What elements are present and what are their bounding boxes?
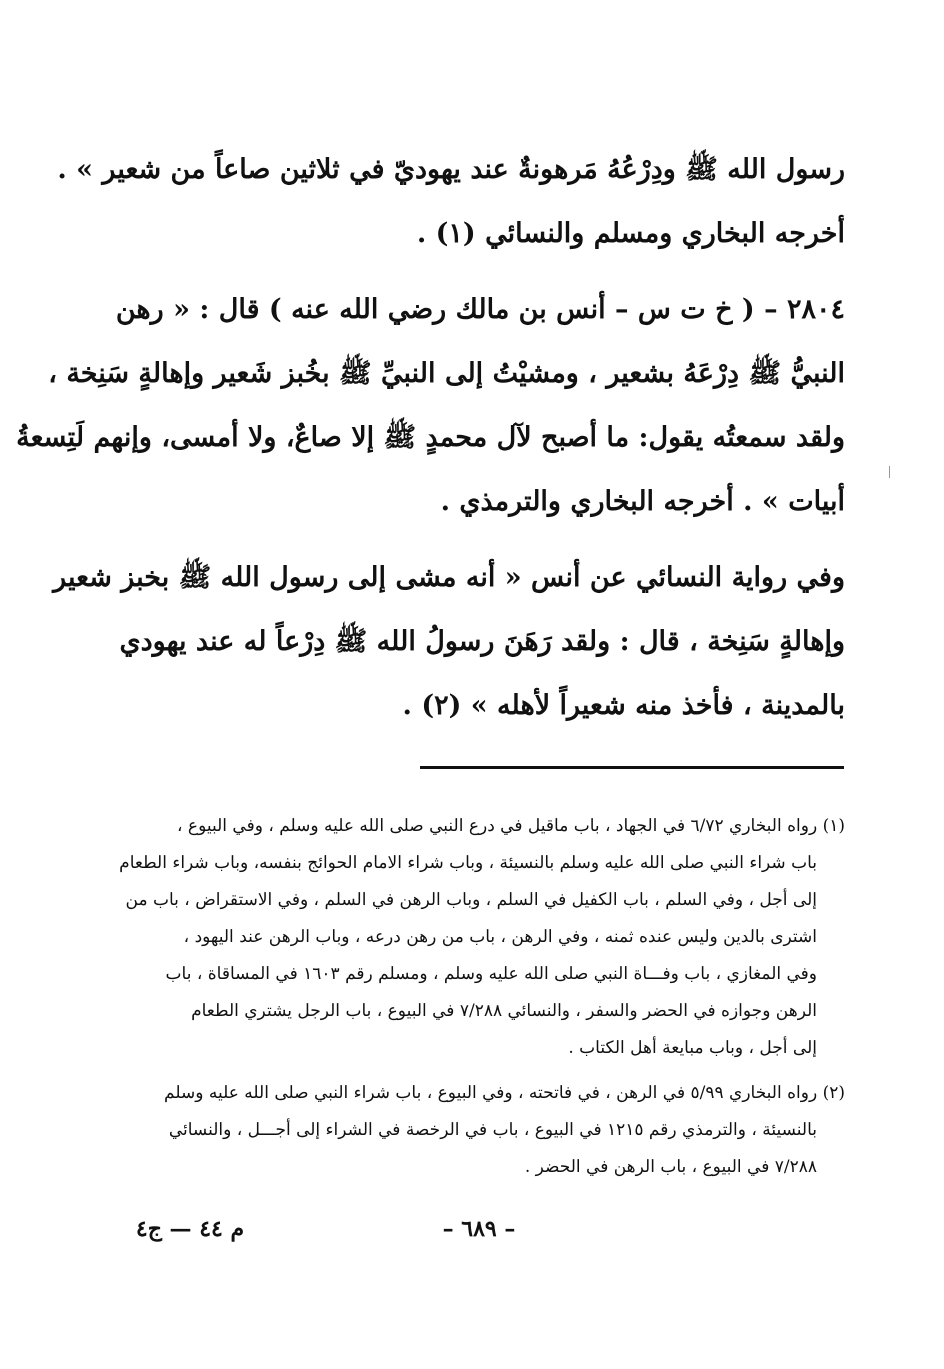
- paragraph-1-line-1: رسول الله ﷺ ودِرْعُهُ مَرهونةٌ عند يهوديّ في ثلاثين صاعاً من شعير » .: [57, 154, 845, 185]
- paragraph-3-line-2: وإهالةٍ سَنِخة ، قال : ولقد رَهَنَ رسولُ الله ﷺ دِرْعاً له عند يهودي: [119, 626, 845, 657]
- footnote-1-line-6: الرهن وجوازه في الحضر والسفر ، والنسائي ٧/٢٨٨ في البيوع ، باب الرجل يشتري الطعام: [191, 1001, 817, 1021]
- footnote-2-line-2: بالنسيئة ، والترمذي رقم ١٢١٥ في البيوع ، باب في الرخصة في الشراء إلى أجـــل ، والنسائي: [168, 1120, 817, 1140]
- paragraph-3-line-1: وفي رواية النسائي عن أنس « أنه مشى إلى رسول الله ﷺ بخبز شعير: [53, 562, 845, 593]
- footnote-separator: [420, 766, 844, 769]
- footnote-1-line-2: باب شراء النبي صلى الله عليه وسلم بالنسيئة ، وباب شراء الامام الحوائج بنفسه، وباب شراء الطعام: [119, 853, 817, 873]
- margin-mark: [889, 466, 890, 478]
- paragraph-2-line-2: النبيُّ ﷺ دِرْعَهُ بشعير ، ومشيْتُ إلى النبيِّ ﷺ بخُبز شَعير وإهالةٍ سَنِخة ،: [48, 358, 845, 389]
- footnotes: [105, 808, 845, 1186]
- footnote-1-line-3: إلى أجل ، وفي السلم ، باب الكفيل في السلم ، وباب الرهن في السلم ، وفي الاستقراض ، باب من: [125, 890, 817, 910]
- page-number: – ٦٨٩ –: [442, 1216, 516, 1242]
- footnote-1-line-5: وفي المغازي ، باب وفـــاة النبي صلى الله عليه وسلم ، ومسلم رقم ١٦٠٣ في المساقاة ، باب: [165, 964, 817, 984]
- footnote-1-line-1: (١) رواه البخاري ٦/٧٢ في الجهاد ، باب ماقيل في درع النبي صلى الله عليه وسلم ، وفي البيوع ،: [177, 816, 845, 836]
- main-text: [16, 138, 845, 738]
- footnote-2-line-3: ٧/٢٨٨ في البيوع ، باب الرهن في الحضر .: [524, 1157, 817, 1177]
- page-footer: [0, 1216, 944, 1256]
- paragraph-1-line-2: أخرجه البخاري ومسلم والنسائي (١) .: [416, 218, 845, 249]
- paragraph-3-line-3: بالمدينة ، فأخذ منه شعيراً لأهله » (٢) .: [402, 690, 845, 721]
- signature-mark: م ٤٤ — ج٤: [135, 1216, 245, 1242]
- footnote-2-line-1: (٢) رواه البخاري ٥/٩٩ في الرهن ، في فاتحته ، وفي البيوع ، باب شراء النبي صلى الله عليه وسلم: [164, 1083, 845, 1103]
- paragraph-2-line-4: أبيات » . أخرجه البخاري والترمذي .: [440, 486, 845, 517]
- footnote-1-line-7: إلى أجل ، وباب مبايعة أهل الكتاب .: [568, 1038, 817, 1058]
- footnote-1-line-4: اشترى بالدين وليس عنده ثمنه ، وفي الرهن ، باب من رهن درعه ، وباب الرهن عند اليهود ،: [183, 927, 817, 947]
- hadith-2804-header-line: ٢٨٠٤ – ( خ ت س – أنس بن مالك رضي الله عنه ) قال : « رهن: [115, 294, 845, 325]
- paragraph-2-line-3: ولقد سمعتُه يقول: ما أصبح لآل محمدٍ ﷺ إلا صاعٌ، ولا أمسى، وإنهم لَتِسعةُ: [16, 422, 845, 453]
